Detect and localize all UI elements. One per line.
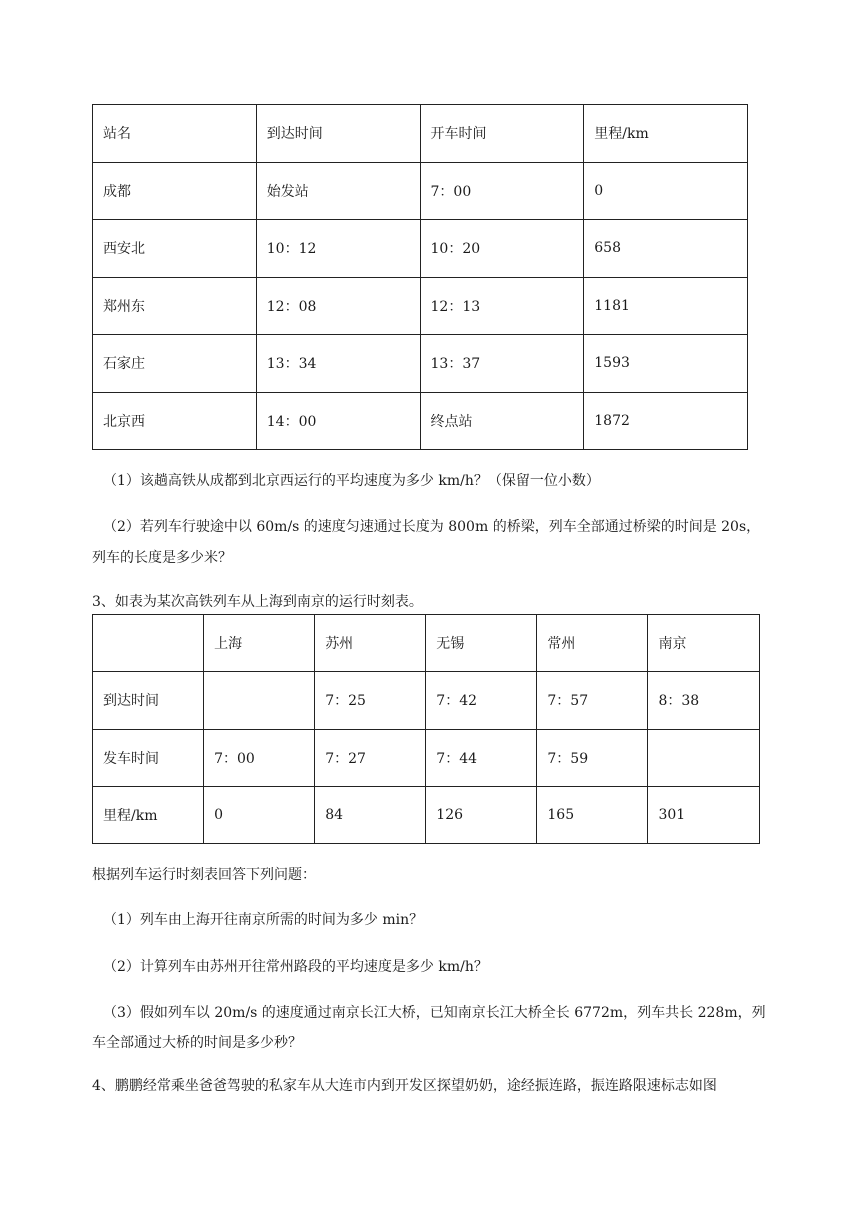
- table-cell: 7：00: [204, 729, 315, 786]
- q3-subquestion-2: （2）计算列车由苏州开往常州路段的平均速度是多少 km/h？: [103, 959, 488, 975]
- table-row: [93, 672, 760, 729]
- header-cell: 苏州: [315, 615, 426, 672]
- q2-subquestion-2-line1: （2）若列车行驶途中以 60m/s 的速度匀速通过长度为 800m 的桥梁，列车全部通过桥梁的时间是 20s，: [103, 519, 761, 535]
- table-cell: 658: [584, 220, 748, 278]
- table-cell: 1181: [584, 277, 748, 335]
- table-cell: [204, 672, 315, 729]
- table-cell: 301: [648, 786, 759, 843]
- table-cell: 12：08: [256, 277, 420, 335]
- table-cell: 7：00: [420, 162, 584, 220]
- table-row: [93, 277, 748, 335]
- table-cell: 终点站: [420, 392, 584, 450]
- table-cell: 0: [584, 162, 748, 220]
- table-cell: 14：00: [256, 392, 420, 450]
- table-cell: 1872: [584, 392, 748, 450]
- table-cell: 7：59: [537, 729, 648, 786]
- table-cell: 发车时间: [93, 729, 204, 786]
- table-row: [93, 392, 748, 450]
- table-row: [93, 162, 748, 220]
- table-cell: 石家庄: [93, 335, 257, 393]
- table-cell: 7：25: [315, 672, 426, 729]
- q2-subquestion-2-line2: 列车的长度是多少米？: [92, 550, 232, 566]
- table-cell: 10：20: [420, 220, 584, 278]
- table-cell: 北京西: [93, 392, 257, 450]
- table-cell: 7：42: [426, 672, 537, 729]
- table-cell: 13：34: [256, 335, 420, 393]
- q3-subquestion-3-line2: 车全部通过大桥的时间是多少秒？: [92, 1035, 302, 1051]
- table-cell: 165: [537, 786, 648, 843]
- table-cell: 7：27: [315, 729, 426, 786]
- q4-title: 4、鹏鹏经常乘坐爸爸驾驶的私家车从大连市内到开发区探望奶奶，途经振连路，振连路限速标志如图: [92, 1078, 717, 1094]
- header-cell: 无锡: [426, 615, 537, 672]
- table-header-row: [93, 615, 760, 672]
- table-row: [93, 220, 748, 278]
- header-cell: 南京: [648, 615, 759, 672]
- q2-subquestion-1: （1）该趟高铁从成都到北京西运行的平均速度为多少 km/h？（保留一位小数）: [103, 473, 600, 489]
- header-cell: 站名: [93, 105, 257, 163]
- table-cell: 成都: [93, 162, 257, 220]
- table-cell: 到达时间: [93, 672, 204, 729]
- table-row: [93, 335, 748, 393]
- table-cell: 7：57: [537, 672, 648, 729]
- header-cell: 常州: [537, 615, 648, 672]
- header-cell: 上海: [204, 615, 315, 672]
- table-cell: 始发站: [256, 162, 420, 220]
- header-cell: [93, 615, 204, 672]
- table-cell: 13：37: [420, 335, 584, 393]
- table-cell: 10：12: [256, 220, 420, 278]
- table-row: [93, 729, 760, 786]
- table-cell: 1593: [584, 335, 748, 393]
- q3-subquestion-3-line1: （3）假如列车以 20m/s 的速度通过南京长江大桥，已知南京长江大桥全长 6772m，列车共长 228m，列: [103, 1005, 766, 1021]
- timetable-chengdu-beijing: [92, 104, 748, 450]
- table-cell: 西安北: [93, 220, 257, 278]
- table-header-row: [93, 105, 748, 163]
- timetable-shanghai-nanjing: [92, 614, 760, 844]
- table-cell: 84: [315, 786, 426, 843]
- table-cell: 7：44: [426, 729, 537, 786]
- table-cell: 0: [204, 786, 315, 843]
- header-cell: 开车时间: [420, 105, 584, 163]
- table-cell: 里程/km: [93, 786, 204, 843]
- q3-intro: 根据列车运行时刻表回答下列问题：: [92, 867, 316, 883]
- header-cell: 到达时间: [256, 105, 420, 163]
- q3-title: 3、如表为某次高铁列车从上海到南京的运行时刻表。: [92, 594, 423, 610]
- table-cell: 12：13: [420, 277, 584, 335]
- table-cell: 8：38: [648, 672, 759, 729]
- table-cell: 郑州东: [93, 277, 257, 335]
- table-row: [93, 786, 760, 843]
- table-cell: [648, 729, 759, 786]
- q3-subquestion-1: （1）列车由上海开往南京所需的时间为多少 min？: [103, 912, 424, 928]
- table-cell: 126: [426, 786, 537, 843]
- header-cell: 里程/km: [584, 105, 748, 163]
